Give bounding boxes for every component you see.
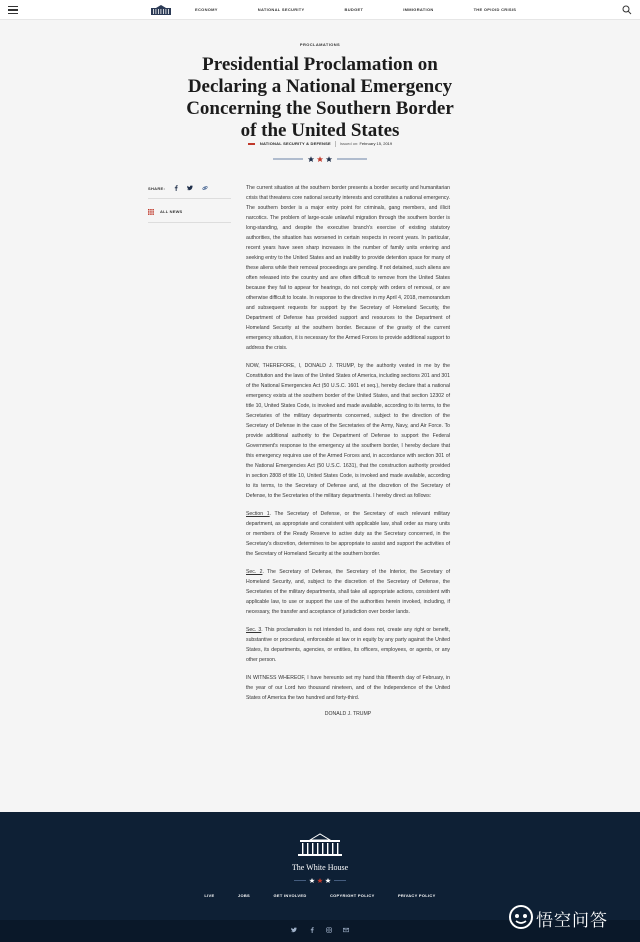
twitter-icon[interactable] (187, 185, 193, 191)
section-1-text: . The Secretary of Defense, or the Secretary of each relevant military department, as appropriate and consistent with applicable law, shall order as many units or members of the Ready Reserve to active duty as the Secretary concerned, in the Secretary's discretion, determines to be appropriate to assist and support the activities of the Secretary of Homeland Security at the southern border. (246, 511, 450, 557)
page-title: Presidential Proclamation on Declaring a National Emergency Concerning the Southern Border of the United States (186, 54, 454, 141)
nav-economy[interactable]: ECONOMY (195, 7, 218, 12)
footer-link-copyright[interactable]: COPYRIGHT POLICY (329, 893, 375, 898)
section-3-text: . This proclamation is not intended to, and does not, create any right or benefit, substantive or procedural, enforceable at law or in equity by any party against the United States, its departments, agencies, or entities, its officers, employees, or agents, or any other person. (246, 627, 450, 663)
paragraph-intro: The current situation at the southern border presents a border security and humanitarian crisis that threatens core national security interests and constitutes a national emergency. The southern border is a major entry point for criminals, gang members, and illicit narcotics. The problem of large-scale unlawful migration through the southern border is long-standing, and despite the executive branch's exercise of existing statutory authorities, the situation has worsened in certain respects in recent years. In particular, recent years have seen sharp increases in the number of family units entering and seeking entry to the United States and an inability to provide detention space for many of these aliens while their removal proceedings are pending. If not detained, such aliens are often released into the country and are often difficult to remove from the United States because they fail to appear for hearings, do not comply with orders of removal, or are otherwise difficult to locate. In response to the directive in my April 4, 2018, memorandum and subsequent requests for support by the Secretary of Homeland Security, the Department of Defense has provided support and resources to the Department of Homeland Security at the southern border. Because of the gravity of the current emergency situation, it is necessary for the Armed Forces to provide additional support to address the crisis. (246, 185, 450, 351)
section-2 (246, 567, 450, 617)
nav-national-security[interactable]: NATIONAL SECURITY (257, 7, 305, 12)
nav-opioid-crisis[interactable]: THE OPIOID CRISIS (473, 7, 517, 12)
footer-link-privacy[interactable]: PRIVACY POLICY (397, 893, 436, 898)
paragraph-declaration: NOW, THEREFORE, I, DONALD J. TRUMP, by the authority vested in me by the Constitution and the laws of the United States of America, including sections 201 and 301 of the National Emergencies Act (50 U.S.C. 1601 et seq.), hereby declare that a national emergency exists at the southern border of the United States, and that section 12302 of title 10, United States Code, is invoked and made available, according to its terms, to the Secretaries of the military departments concerned, subject to the direction of the Secretary of Defense in the case of the Secretaries of the Army, Navy, and Air Force. To provide additional authority to the Department of Defense to support the Federal Government's response to the emergency at the southern border, I hereby declare that this emergency requires use of the Armed Forces and, in accordance with section 301 of the National Emergencies Act (50 U.S.C. 1631), that the construction authority provided in section 2808 of title 10, United States Code, is invoked and made available, according to its terms, to the Secretary of Defense and, at the discretion of the Secretary of Defense, to the Secretaries of the military departments. I hereby direct as follows: (246, 363, 450, 499)
section-3-label: Sec. 3 (246, 627, 262, 633)
ornament-divider (273, 155, 367, 163)
email-icon[interactable] (343, 927, 349, 933)
footer-link-get-involved[interactable]: GET INVOLVED (273, 893, 307, 898)
facebook-icon[interactable] (309, 927, 315, 933)
menu-icon[interactable] (8, 6, 18, 14)
signature: DONALD J. TRUMP (324, 711, 372, 717)
link-icon[interactable] (202, 185, 208, 191)
share-divider (148, 198, 231, 199)
section-3 (246, 625, 450, 665)
top-navigation-bar (0, 0, 640, 20)
red-flag-mark (248, 143, 255, 145)
facebook-icon[interactable] (173, 185, 179, 191)
meta-divider (335, 141, 336, 147)
footer-site-name: The White House (291, 863, 349, 872)
watermark-text: 悟空问答 (536, 911, 608, 931)
section-1 (246, 509, 450, 559)
nav-budget[interactable]: BUDGET (344, 7, 364, 12)
all-news-label: ALL NEWS (160, 209, 183, 215)
white-house-logo-footer[interactable] (296, 832, 344, 858)
article-meta (0, 141, 640, 147)
instagram-icon[interactable] (326, 927, 332, 933)
footer-ornament (294, 877, 346, 884)
sidebar-divider (148, 222, 231, 223)
watermark-logo-icon (508, 904, 534, 930)
section-2-label: Sec. 2 (246, 569, 263, 575)
footer-link-jobs[interactable]: JOBS (237, 893, 251, 898)
section-1-label: Section 1 (246, 511, 270, 517)
grid-icon (148, 209, 154, 215)
main-nav (195, 7, 556, 12)
paragraph-witness: IN WITNESS WHEREOF, I have hereunto set my hand this fifteenth day of February, in the year of our Lord two thousand nineteen, and of the Independence of the United States of America the two hundred and forty-third. (246, 675, 450, 701)
share-label: SHARE: (148, 185, 166, 191)
white-house-logo[interactable] (150, 4, 172, 16)
search-icon[interactable] (622, 5, 632, 15)
all-news-link[interactable] (148, 209, 182, 215)
share-bar (148, 185, 233, 199)
category-link[interactable]: NATIONAL SECURITY & DEFENSE (259, 141, 331, 147)
issued-prefix: Issued on: (339, 141, 359, 147)
twitter-icon[interactable] (291, 927, 297, 933)
section-2-text: . The Secretary of Defense, the Secretary of the Interior, the Secretary of Homeland Security, and, subject to the discretion of the Secretary of Defense, the Secretaries of the military departments, shall take all appropriate actions, consistent with applicable law, to use or support the use of the authorities herein invoked, including, if necessary, the transfer and acceptance of jurisdiction over border lands. (246, 569, 450, 615)
nav-immigration[interactable]: IMMIGRATION (403, 7, 434, 12)
footer-link-live[interactable]: LIVE (204, 893, 215, 898)
watermark (508, 900, 630, 936)
article-body (246, 183, 450, 727)
issued-date: February 15, 2019 (359, 141, 393, 147)
article-category-tag[interactable]: PROCLAMATIONS (299, 42, 341, 47)
footer-links (0, 893, 640, 898)
